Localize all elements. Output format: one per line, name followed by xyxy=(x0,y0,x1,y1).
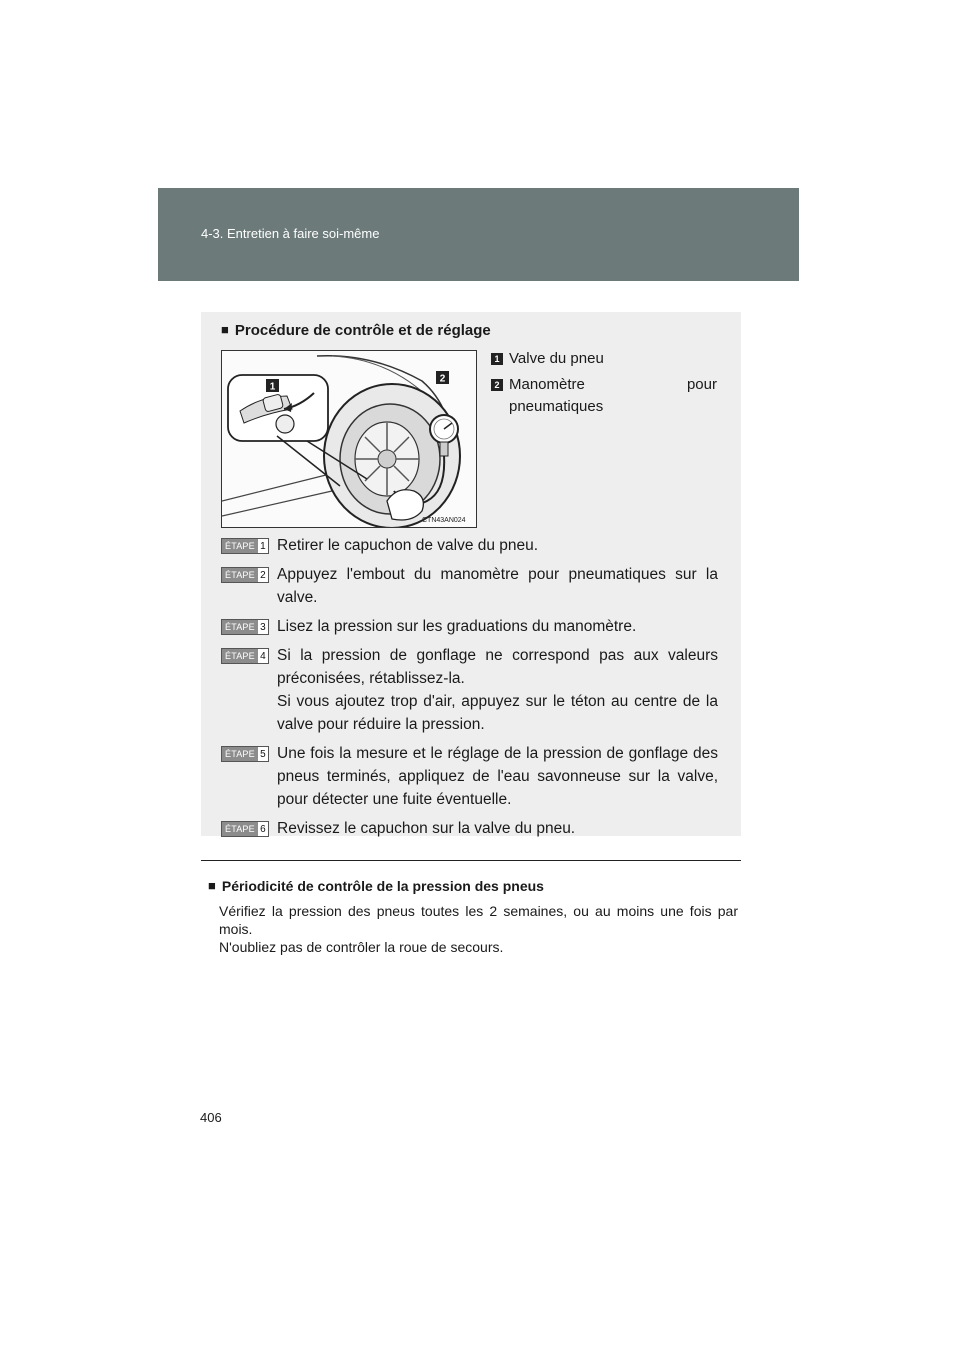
step-badge-label: ÉTAPE xyxy=(222,822,258,836)
step-badge-label: ÉTAPE xyxy=(222,539,258,553)
section-header-band xyxy=(158,188,799,281)
periodicity-heading xyxy=(208,878,738,894)
step-badge-label: ÉTAPE xyxy=(222,620,258,634)
legend-text-gauge-line2: pneumatiques xyxy=(509,398,604,415)
step-text: Une fois la mesure et le réglage de la pression de gonflage des pneus terminés, appliquez de l'eau savonneuse sur la valve, pour détecter une fuite éventuelle. xyxy=(277,745,718,808)
step-item xyxy=(221,534,718,557)
square-bullet-icon: ■ xyxy=(208,878,216,893)
step-text xyxy=(277,644,718,736)
step-badge-label: ÉTAPE xyxy=(222,747,258,761)
step-text: Appuyez l'embout du manomètre pour pneumatiques sur la valve. xyxy=(277,566,718,606)
procedure-box xyxy=(201,312,741,836)
legend-marker-1: 1 xyxy=(491,353,503,365)
step-item xyxy=(221,742,718,811)
step-badge xyxy=(221,619,269,635)
step-text: Retirer le capuchon de valve du pneu. xyxy=(277,537,539,554)
section-title: 4-3. Entretien à faire soi-même xyxy=(201,226,380,241)
periodicity-section xyxy=(208,878,738,956)
step-item xyxy=(221,644,718,736)
step-text: Lisez la pression sur les graduations du manomètre. xyxy=(277,618,637,635)
periodicity-line-1: Vérifiez la pression des pneus toutes les 2 semaines, ou au moins une fois par mois. xyxy=(219,903,738,937)
step-item xyxy=(221,615,718,638)
step-badge-label: ÉTAPE xyxy=(222,649,258,663)
periodicity-body xyxy=(219,902,738,956)
tire-pressure-illustration xyxy=(221,350,477,528)
legend-item-gauge xyxy=(491,374,717,418)
step-list xyxy=(221,534,718,846)
step-item xyxy=(221,563,718,609)
procedure-heading-text: Procédure de contrôle et de réglage xyxy=(234,322,491,339)
square-bullet-icon: ■ xyxy=(221,322,229,337)
step-badge-number: 2 xyxy=(260,569,266,581)
step-badge-number: 1 xyxy=(260,540,266,552)
step-badge xyxy=(221,648,269,664)
step-badge-number: 5 xyxy=(260,748,266,760)
step-text: Revissez le capuchon sur la valve du pneu. xyxy=(277,820,576,837)
step-badge-number: 3 xyxy=(260,621,266,633)
step-badge-label: ÉTAPE xyxy=(222,568,258,582)
step-badge xyxy=(221,567,269,583)
step-badge xyxy=(221,746,269,762)
periodicity-line-2: N'oubliez pas de contrôler la roue de secours. xyxy=(219,939,504,955)
step-badge xyxy=(221,821,269,837)
step-item xyxy=(221,817,718,840)
figure-legend xyxy=(491,348,717,422)
legend-item-valve xyxy=(491,348,717,370)
procedure-heading xyxy=(221,322,491,339)
tire-gauge-drawing xyxy=(222,351,476,527)
section-divider xyxy=(201,860,741,861)
step-text-part1: Si la pression de gonflage ne correspond pas aux valeurs préconisées, rétablissez-la. xyxy=(277,647,718,687)
legend-text-gauge xyxy=(509,374,717,418)
legend-marker-2: 2 xyxy=(491,379,503,391)
step-badge xyxy=(221,538,269,554)
figure-code: CTN43AN024 xyxy=(422,517,466,524)
step-text-part2: Si vous ajoutez trop d'air, appuyez sur le téton au centre de la valve pour réduire la pression. xyxy=(277,693,718,733)
legend-text-gauge-line1: Manomètre pour xyxy=(509,376,717,393)
legend-text-valve: Valve du pneu xyxy=(509,350,604,367)
step-badge-number: 6 xyxy=(260,823,266,835)
periodicity-heading-text: Périodicité de contrôle de la pression des pneus xyxy=(221,878,544,894)
step-badge-number: 4 xyxy=(260,650,266,662)
page-number: 406 xyxy=(200,1110,222,1125)
callout-2-label: 2 xyxy=(439,373,446,385)
callout-1-label: 1 xyxy=(269,381,276,393)
